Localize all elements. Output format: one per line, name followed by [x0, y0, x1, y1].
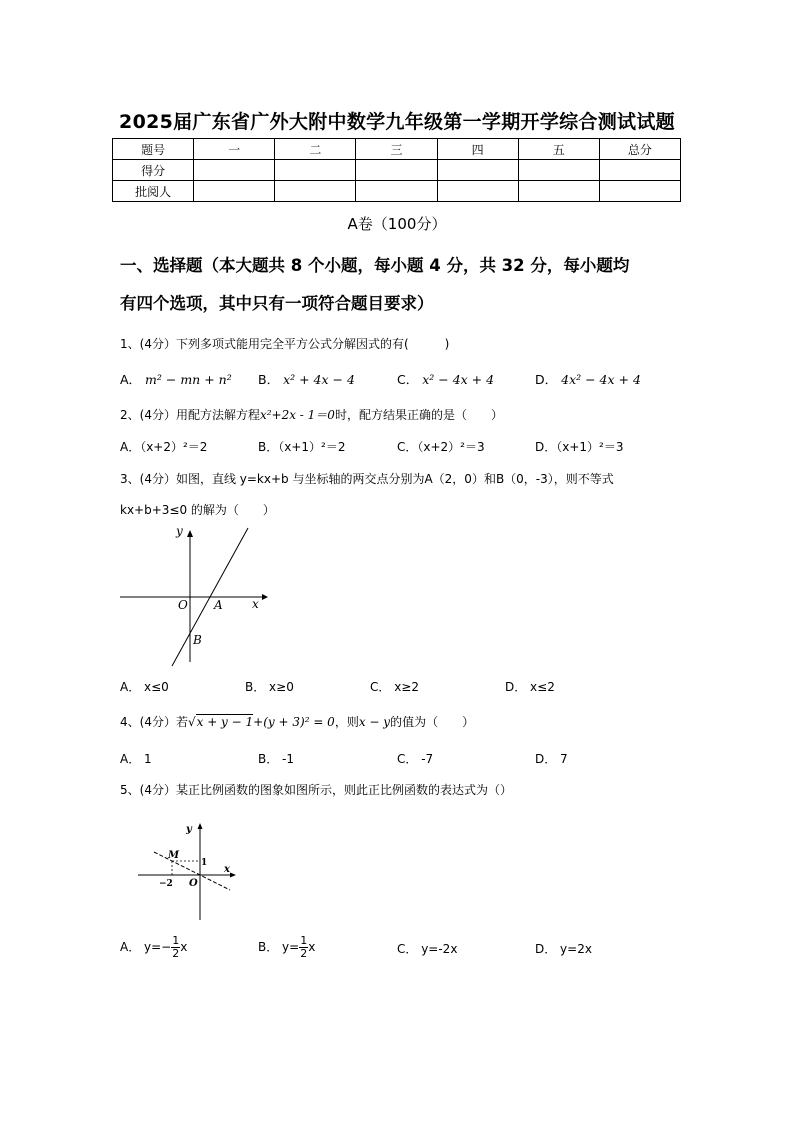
- q3-stem-line1: 3、(4分）如图，直线 y=kx+b 与坐标轴的两交点分别为A（2，0）和B（0，-3），则不等式: [120, 472, 614, 486]
- table-cell: [275, 160, 356, 181]
- paper-section-label: A卷（100分）: [347, 215, 447, 233]
- table-cell: [518, 181, 599, 202]
- q1-option-c-expr: x² − 4x + 4: [422, 372, 495, 387]
- table-cell: 批阅人: [113, 181, 194, 202]
- table-cell: [356, 160, 437, 181]
- q4-option-b: B． -1: [258, 752, 295, 766]
- point-a-label: A: [214, 598, 223, 612]
- table-cell: [194, 160, 275, 181]
- y-axis-arrow-icon: [198, 823, 203, 829]
- q5-option-a: A． y=− $\frac{1}{2}$ x: [120, 934, 188, 960]
- tick-label-neg2: −2: [159, 879, 173, 889]
- table-cell: [518, 160, 599, 181]
- table-cell: [599, 160, 680, 181]
- q5-option-c: C． y=-2x: [397, 942, 458, 956]
- q4-option-a: A． 1: [120, 752, 152, 766]
- table-cell: [599, 181, 680, 202]
- q4-expression: x − y: [358, 715, 391, 729]
- q1-option-b-expr: x² + 4x − 4: [283, 372, 355, 387]
- q4-radicand: x + y − 1: [196, 715, 254, 729]
- q2-option-b: B．（x+1）²＝2: [258, 440, 346, 454]
- q5-option-d: D． y=2x: [535, 942, 592, 956]
- origin-label: O: [178, 598, 188, 612]
- x-axis-arrow-icon: [262, 594, 268, 600]
- point-m-label: M: [168, 850, 180, 861]
- table-header-cell: 二: [275, 139, 356, 160]
- q2-option-d: D．（x+1）²＝3: [535, 440, 624, 454]
- table-cell: [356, 181, 437, 202]
- q1-option-b: B． x² + 4x − 4: [258, 372, 355, 387]
- q1-option-a: A． m² − mn + n²: [120, 372, 232, 387]
- table-header-cell: 一: [194, 139, 275, 160]
- q3-stem-line2: kx+b+3≤0 的解为（ ）: [120, 503, 275, 517]
- q4-option-c: C． -7: [397, 752, 434, 766]
- table-cell: [194, 181, 275, 202]
- score-table: [112, 138, 681, 202]
- y-axis-arrow-icon: [187, 530, 193, 537]
- q5-graph-figure: [134, 818, 244, 924]
- q3-graph-figure: [114, 520, 274, 672]
- q4-stem: 4、(4分）若√x + y − 1+(y + 3)² = 0，则x − y的值为（ ）: [120, 715, 475, 729]
- x-axis-label: x: [252, 597, 259, 611]
- section-heading-line1: 一、选择题（本大题共 8 个小题，每小题 4 分，共 32 分，每小题均: [120, 256, 630, 275]
- table-cell: 得分: [113, 160, 194, 181]
- q2-option-c: C．（x+2）²＝3: [397, 440, 485, 454]
- table-row: [113, 160, 681, 181]
- q1-option-a-expr: m² − mn + n²: [145, 372, 232, 387]
- tick-label-1: 1: [201, 858, 208, 868]
- q5-stem: 5、(4分）某正比例函数的图象如图所示，则此正比例函数的表达式为（）: [120, 783, 512, 797]
- q1-stem: 1、(4分）下列多项式能用完全平方公式分解因式的有( ): [120, 337, 450, 351]
- table-header-cell: 三: [356, 139, 437, 160]
- q2-equation: x²+2x - 1＝0: [259, 408, 335, 422]
- q2-option-a: A．（x+2）²＝2: [120, 440, 208, 454]
- q4-option-d: D． 7: [535, 752, 568, 766]
- table-cell: [275, 181, 356, 202]
- q3-option-c: C． x≥2: [370, 680, 419, 694]
- q2-stem: 2、(4分）用配方法解方程x²+2x - 1＝0时，配方结果正确的是（ ）: [120, 408, 503, 422]
- point-b-label: B: [193, 633, 202, 647]
- table-header-cell: 四: [437, 139, 518, 160]
- table-cell: [437, 160, 518, 181]
- y-axis-label: y: [176, 524, 183, 538]
- origin-label: O: [189, 878, 198, 889]
- q1-option-c: C． x² − 4x + 4: [397, 372, 495, 387]
- x-axis-arrow-icon: [230, 873, 236, 878]
- table-row: [113, 181, 681, 202]
- fraction: $\frac{1}{2}$: [172, 934, 180, 960]
- y-axis-label: y: [186, 824, 192, 835]
- table-header-cell: 总分: [599, 139, 680, 160]
- q4-square-term: +(y + 3)² = 0: [253, 715, 335, 729]
- q3-option-d: D． x≤2: [505, 680, 555, 694]
- q3-option-b: B． x≥0: [245, 680, 294, 694]
- table-cell: [437, 181, 518, 202]
- table-header-cell: 五: [518, 139, 599, 160]
- table-row: [113, 139, 681, 160]
- section-heading-line2: 有四个选项，其中只有一项符合题目要求）: [120, 294, 434, 313]
- fraction: $\frac{1}{2}$: [300, 934, 308, 960]
- q1-option-d-expr: 4x² − 4x + 4: [561, 372, 641, 387]
- x-axis-label: x: [224, 864, 230, 875]
- q3-option-a: A． x≤0: [120, 680, 169, 694]
- page-title: 2025届广东省广外大附中数学九年级第一学期开学综合测试试题: [119, 111, 675, 133]
- q5-option-b: B． y= $\frac{1}{2}$ x: [258, 934, 316, 960]
- q1-option-d: D． 4x² − 4x + 4: [535, 372, 641, 387]
- table-header-cell: 题号: [113, 139, 194, 160]
